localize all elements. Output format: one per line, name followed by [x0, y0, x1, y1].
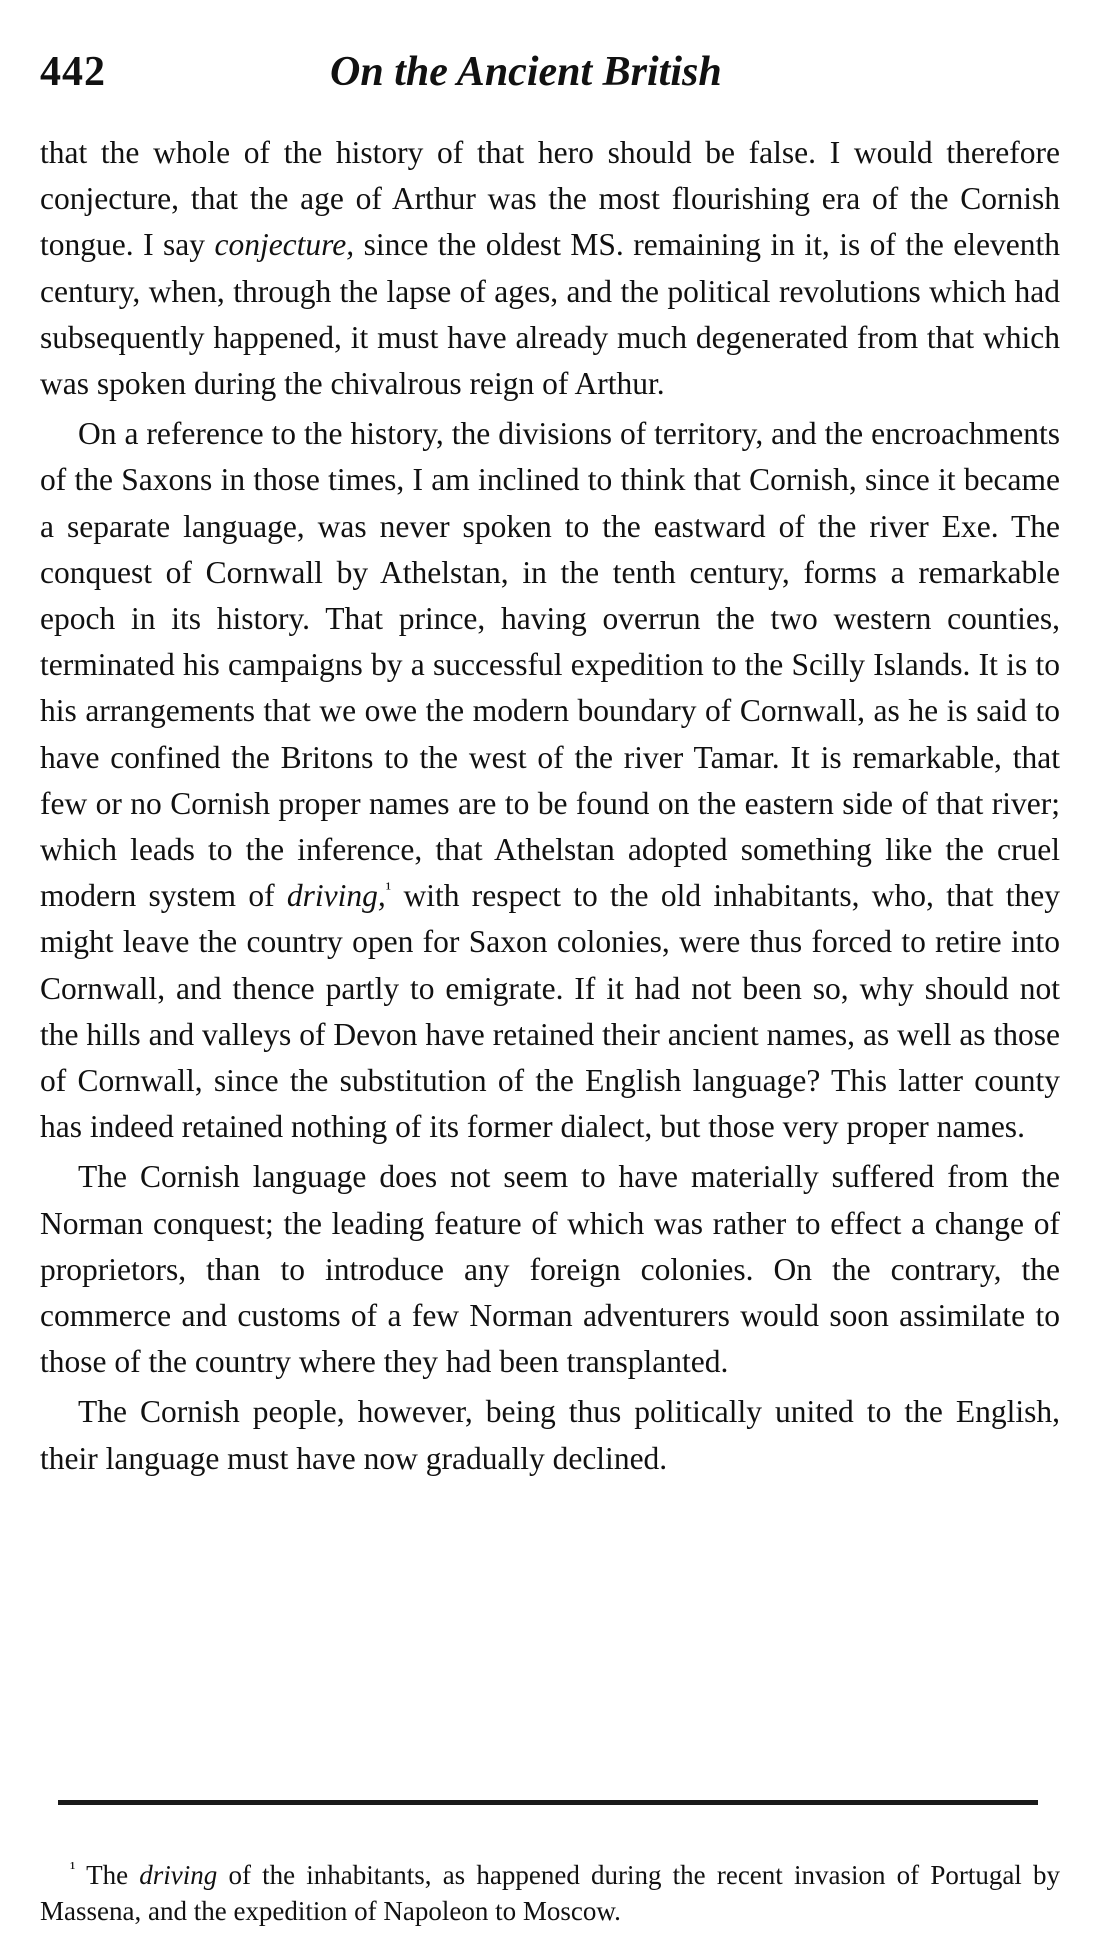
text-run: that the whole of the history of that hero should be false. I would therefore conjecture, that the age of Arthur was the most flourishing era of the Cornish tongue. I say — [40, 135, 1060, 263]
footnote-rule — [58, 1800, 1038, 1805]
italic-term: driving, — [286, 878, 386, 914]
text-run: The Cornish people, however, being thus politically united to the English, their language must have now gradually declined. — [40, 1394, 1060, 1476]
footnote — [40, 1857, 1060, 1929]
page-number: 442 — [40, 49, 106, 95]
italic-term: conjecture, — [214, 227, 355, 263]
footnote-marker: ¹ — [70, 1858, 76, 1878]
text-run: of the inhabitants, as happened during the recent invasion of Portugal by Massena, and the expedition of Napoleon to Moscow. — [40, 1860, 1060, 1926]
text-run: The — [75, 1860, 140, 1890]
italic-term: driving — [139, 1860, 218, 1890]
paragraph-continued — [40, 130, 1060, 407]
text-run: since the oldest MS. remaining in it, is of the eleventh century, when, through the lapse of ages, and the political revolutions which had subsequently happened, it must have already much degenerated from that which was spoken during the chivalrous reign of Arthur. — [40, 227, 1061, 402]
footnote-reference: ¹ — [385, 878, 392, 899]
running-title: On the Ancient British — [330, 49, 722, 95]
paragraph — [40, 1154, 1060, 1385]
text-run: with respect to the old inhabitants, who, that they might leave the country open for Saxon colonies, were thus forced to retire into Cornwall, and thence partly to emigrate. If it had not been so, why should not the hills and valleys of Devon have retained their ancient names, as well as those of Cornwall, since the substitution of the English language? This latter county has indeed retained nothing of its former dialect, but those very proper names. — [40, 878, 1060, 1145]
paragraph — [40, 1389, 1060, 1481]
paragraph — [40, 411, 1060, 1150]
text-run: On a reference to the history, the divisions of territory, and the encroachments of the Saxons in those times, I am inclined to think that Cornish, since it became a separate language, was never spoken to the eastward of the river Exe. The conquest of Cornwall by Athelstan, in the tenth century, forms a remarkable epoch in its history. That prince, having overrun the two western counties, terminated his campaigns by a successful expedition to the Scilly Islands. It is to his arrangements that we owe the modern boundary of Cornwall, as he is said to have confined the Britons to the west of the river Tamar. It is remarkable, that few or no Cornish proper names are to be found on the eastern side of that river; which leads to the inference, that Athelstan adopted something like the cruel modern system of — [40, 416, 1060, 914]
running-head — [40, 48, 1060, 108]
text-run: The Cornish language does not seem to have materially suffered from the Norman conquest; the leading feature of which was rather to effect a change of proprietors, than to introduce any foreign colonies. On the contrary, the commerce and customs of a few Norman adventurers would soon assimilate to those of the country where they had been transplanted. — [40, 1159, 1060, 1380]
body-text — [40, 130, 1060, 1482]
